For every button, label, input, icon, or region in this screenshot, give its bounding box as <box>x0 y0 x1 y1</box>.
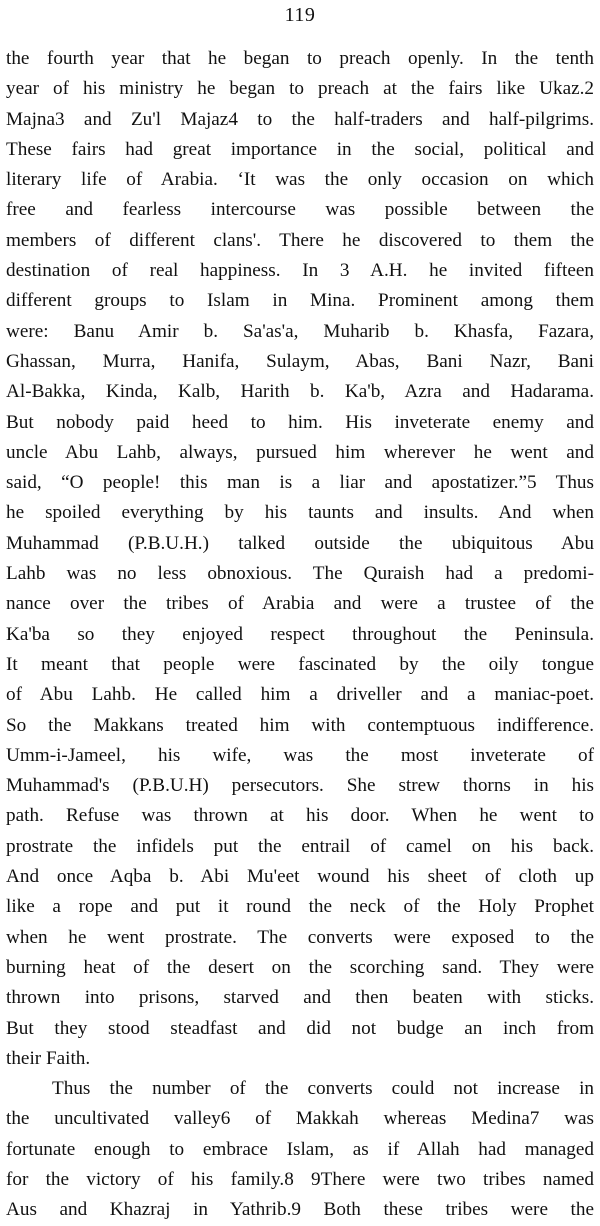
text-line: Majna3 and Zu'l Majaz4 to the half-traders and half-pilgrims. <box>6 108 594 130</box>
text-line: Thus the number of the converts could not increase in <box>52 1078 594 1100</box>
text-line: path. Refuse was thrown at his door. When he went to <box>6 805 594 827</box>
text-line: the uncultivated valley6 of Makkah whereas Medina7 was <box>6 1108 594 1130</box>
text-line: for the victory of his family.8 9There were two tribes named <box>6 1168 594 1190</box>
text-line: burning heat of the desert on the scorching sand. They were <box>6 956 594 978</box>
text-line: said, “O people! this man is a liar and apostatizer.”5 Thus <box>6 472 594 494</box>
text-line: when he went prostrate. The converts were exposed to the <box>6 926 594 948</box>
text-line: members of different clans'. There he discovered to them the <box>6 229 594 251</box>
page-number: 119 <box>284 4 316 26</box>
text-line: year of his ministry he began to preach at the fairs like Ukaz.2 <box>6 78 594 100</box>
text-line: thrown into prisons, starved and then beaten with sticks. <box>6 987 594 1009</box>
text-line: their Faith. <box>6 1047 91 1069</box>
text-line: he spoiled everything by his taunts and insults. And when <box>6 502 594 524</box>
text-line: different groups to Islam in Mina. Prominent among them <box>6 290 594 312</box>
text-line: fortunate enough to embrace Islam, as if Allah had managed <box>6 1138 594 1160</box>
text-line: of Abu Lahb. He called him a driveller and a maniac-poet. <box>6 684 594 706</box>
text-line: the fourth year that he began to preach openly. In the tenth <box>6 48 594 69</box>
text-line: Ghassan, Murra, Hanifa, Sulaym, Abas, Bani Nazr, Bani <box>6 350 594 372</box>
text-line: Muhammad's (P.B.U.H) persecutors. She strew thorns in his <box>6 775 594 797</box>
text-line: Umm-i-Jameel, his wife, was the most inveterate of <box>6 744 594 766</box>
text-line: And once Aqba b. Abi Mu'eet wound his sheet of cloth up <box>6 866 594 888</box>
text-line: So the Makkans treated him with contemptuous indifference. <box>6 714 594 736</box>
text-line: uncle Abu Lahb, always, pursued him wherever he went and <box>6 441 594 463</box>
text-line: Lahb was no less obnoxious. The Quraish had a predomi- <box>6 563 594 585</box>
text-line: like a rope and put it round the neck of the Holy Prophet <box>6 896 594 918</box>
paragraph-1 <box>6 44 594 1074</box>
text-line: free and fearless intercourse was possible between the <box>6 199 594 221</box>
text-line: But nobody paid heed to him. His inveterate enemy and <box>6 411 594 433</box>
text-line: Ka'ba so they enjoyed respect throughout the Peninsula. <box>6 623 594 645</box>
text-line: It meant that people were fascinated by the oily tongue <box>6 653 594 675</box>
text-line: Al-Bakka, Kinda, Kalb, Harith b. Ka'b, Azra and Hadarama. <box>6 381 594 403</box>
text-line: literary life of Arabia. ‘It was the only occasion on which <box>6 169 594 191</box>
text-line: nance over the tribes of Arabia and were a trustee of the <box>6 593 594 615</box>
text-line: But they stood steadfast and did not budge an inch from <box>6 1017 594 1039</box>
text-line: Muhammad (P.B.U.H.) talked outside the ubiquitous Abu <box>6 532 594 554</box>
text-line: were: Banu Amir b. Sa'as'a, Muharib b. Khasfa, Fazara, <box>6 320 594 342</box>
text-line: prostrate the infidels put the entrail of camel on his back. <box>6 835 594 857</box>
paragraph-2 <box>6 1074 594 1225</box>
text-line: These fairs had great importance in the social, political and <box>6 138 594 160</box>
text-line: destination of real happiness. In 3 A.H. he invited fifteen <box>6 260 594 282</box>
text-line: Aus and Khazraj in Yathrib.9 Both these tribes were the <box>6 1199 594 1221</box>
page-body <box>6 44 594 1226</box>
